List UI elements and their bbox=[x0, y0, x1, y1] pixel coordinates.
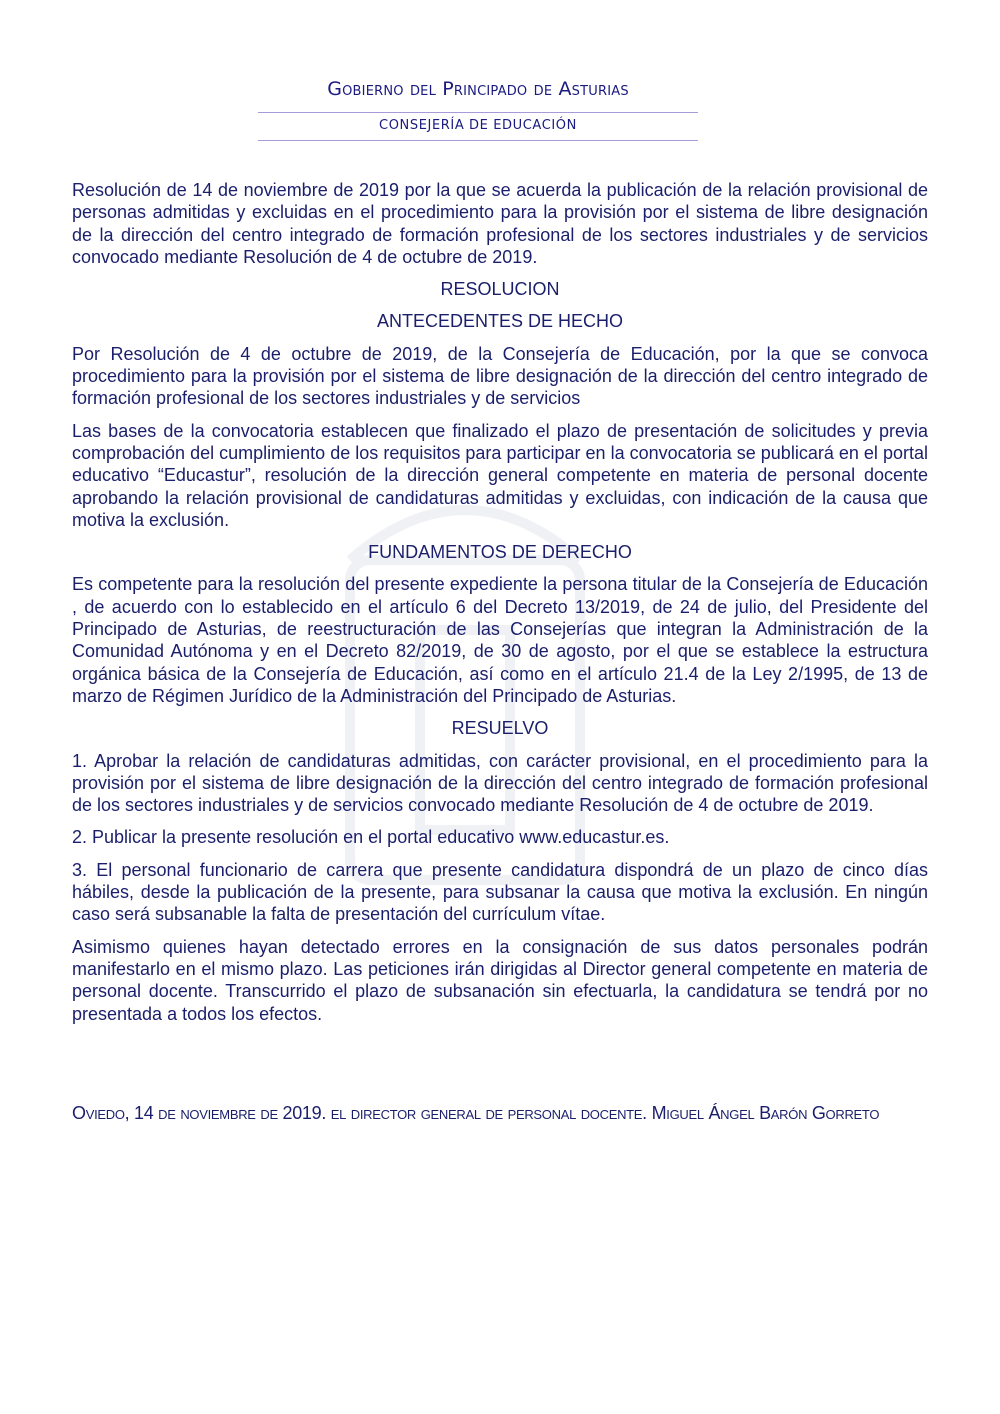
divider bbox=[258, 140, 698, 141]
resolution-item: 3. El personal funcionario de carrera que presente candidatura dispondrá de un plazo de cinco días hábiles, desde la publicación de la presente, para subsanar la causa que motiva la exclusión. En ningún caso será subsanable la falta de presentación del currículum vítae. bbox=[72, 859, 928, 925]
intro-paragraph: Resolución de 14 de noviembre de 2019 por la que se acuerda la publicación de la relación provisional de personas admitidas y excluidas en el procedimiento para la provisión por el sistema de libre designación de la dirección del centro integrado de formación profesional de los sectores industriales y de servicios convocado mediante Resolución de 4 de octubre de 2019. bbox=[72, 180, 928, 267]
letterhead bbox=[258, 78, 698, 141]
department-name: CONSEJERÍA DE EDUCACIÓN bbox=[379, 118, 577, 133]
document-title: RESOLUCION bbox=[440, 279, 560, 300]
section-heading: RESUELVO bbox=[451, 718, 549, 739]
paragraph: Las bases de la convocatoria establecen que finalizado el plazo de presentación de solicitudes y previa comprobación del cumplimiento de los requisitos para participar en la convocatoria se publicará en el portal educativo “Educastur”, resolución de la dirección general competente en materia de personal docente aprobando la relación provisional de candidaturas admitidas y excluidas, con indicación de la causa que motiva la exclusión. bbox=[72, 420, 928, 530]
paragraph: Es competente para la resolución del presente expediente la persona titular de la Consejería de Educación , de acuerdo con lo establecido en el artículo 6 del Decreto 13/2019, de 24 de julio, del Presidente del Principado de Asturias, de reestructuración de las Consejerías que integran la Administración de la Comunidad Autónoma y en el Decreto 82/2019, de 30 de agosto, por el que se establece la estructura orgánica básica de la Consejería de Educación, así como en el artículo 21.4 de la Ley 2/1995, de 13 de marzo de Régimen Jurídico de la Administración del Principado de Asturias. bbox=[72, 574, 928, 706]
paragraph: Por Resolución de 4 de octubre de 2019, de la Consejería de Educación, por la que se convoca procedimiento para la provisión por el sistema de libre designación de la dirección del centro integrado de formación profesional de los sectores industriales y de servicios bbox=[72, 343, 928, 409]
resolution-item: 1. Aprobar la relación de candidaturas admitidas, con carácter provisional, en el procedimiento para la provisión por el sistema de libre designación de la dirección del centro integrado de formación profesional de los sectores industriales y de servicios convocado mediante Resolución de 4 de octubre de 2019. bbox=[72, 750, 928, 816]
section-heading: ANTECEDENTES DE HECHO bbox=[376, 311, 624, 332]
document-body bbox=[72, 179, 928, 1035]
signature-line: Oviedo, 14 de noviembre de 2019. el director general de personal docente. Miguel Ángel Barón Gorreto bbox=[72, 1103, 880, 1123]
paragraph: Asimismo quienes hayan detectado errores en la consignación de sus datos personales podrán manifestarlo en el mismo plazo. Las peticiones irán dirigidas al Director general competente en materia de personal docente. Transcurrido el plazo de subsanación sin efectuarla, la candidatura se tendrá por no presentada a todos los efectos. bbox=[72, 936, 928, 1024]
resolution-item: 2. Publicar la presente resolución en el portal educativo www.educastur.es. bbox=[72, 827, 670, 848]
section-heading: FUNDAMENTOS DE DERECHO bbox=[368, 542, 632, 563]
government-name: Gobierno del Principado de Asturias bbox=[327, 78, 629, 100]
